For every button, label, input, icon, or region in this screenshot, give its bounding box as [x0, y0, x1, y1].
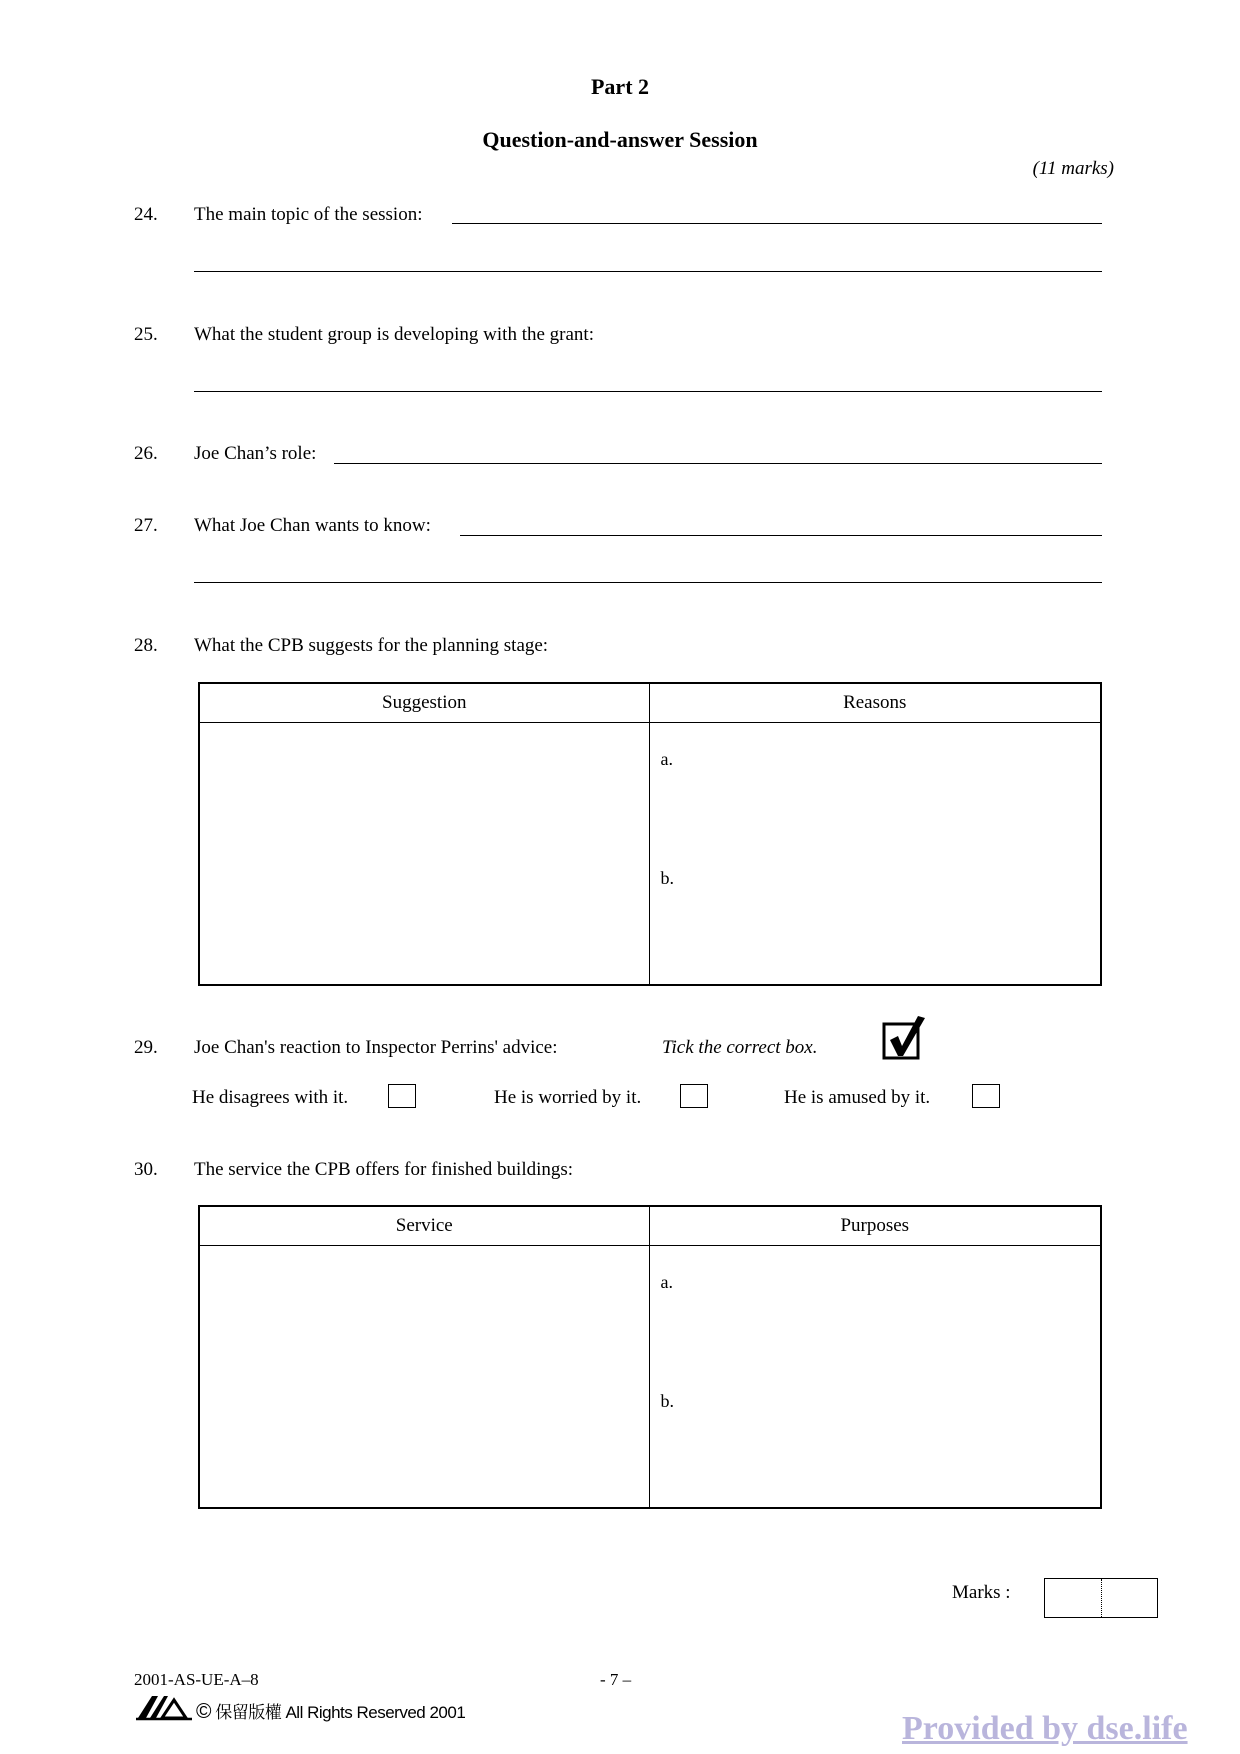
purpose-label-a: a.	[660, 1272, 673, 1292]
question-text: What the CPB suggests for the planning stage:	[194, 635, 549, 656]
purpose-label-b: b.	[660, 1391, 674, 1411]
marks-box	[1044, 1578, 1158, 1618]
part-title: Part 2	[590, 74, 650, 99]
copyright-chinese: 保留版權	[215, 1703, 282, 1723]
question-text: The main topic of the session:	[194, 204, 423, 225]
column-header-service: Service	[199, 1206, 649, 1246]
checkbox-disagrees[interactable]	[388, 1084, 416, 1108]
option-label: He is amused by it.	[784, 1087, 931, 1108]
question-number: 28.	[134, 635, 158, 656]
reason-label-b: b.	[660, 868, 674, 888]
reasons-answer-cell[interactable]	[649, 723, 1101, 985]
checkbox-amused[interactable]	[972, 1084, 1000, 1108]
page-number: - 7 –	[600, 1670, 632, 1689]
option-label: He disagrees with it.	[192, 1087, 349, 1108]
answer-line[interactable]	[334, 463, 1102, 464]
marks-divider	[1101, 1579, 1102, 1617]
answer-table-planning	[198, 682, 1102, 986]
question-text: Joe Chan's reaction to Inspector Perrins' advice:	[194, 1037, 558, 1058]
question-text: The service the CPB offers for finished buildings:	[194, 1159, 574, 1180]
checkbox-worried[interactable]	[680, 1084, 708, 1108]
hkeaa-logo-icon	[134, 1692, 194, 1722]
question-number: 24.	[134, 204, 158, 225]
question-text: What the student group is developing with the grant:	[194, 324, 594, 345]
marks-label: Marks :	[952, 1582, 1011, 1603]
option-label: He is worried by it.	[494, 1087, 642, 1108]
purposes-answer-cell[interactable]	[649, 1246, 1101, 1508]
question-number: 29.	[134, 1037, 158, 1058]
copyright-text: All Rights Reserved 2001	[285, 1703, 466, 1722]
answer-table-service	[198, 1205, 1102, 1509]
answer-line[interactable]	[194, 582, 1102, 583]
copyright-notice	[196, 1698, 465, 1724]
question-number: 27.	[134, 515, 158, 536]
answer-line[interactable]	[460, 535, 1102, 536]
column-header-suggestion: Suggestion	[199, 683, 649, 723]
suggestion-answer-cell[interactable]	[199, 723, 649, 985]
answer-line[interactable]	[194, 391, 1102, 392]
copyright-symbol: ©	[196, 1700, 211, 1723]
column-header-purposes: Purposes	[649, 1206, 1101, 1246]
answer-line[interactable]	[194, 271, 1102, 272]
tick-instruction: Tick the correct box.	[662, 1037, 818, 1058]
tick-example-icon	[882, 1014, 926, 1062]
question-number: 26.	[134, 443, 158, 464]
column-header-reasons: Reasons	[649, 683, 1101, 723]
paper-code: 2001-AS-UE-A–8	[134, 1670, 259, 1689]
question-text: Joe Chan’s role:	[194, 443, 317, 464]
section-title: Question-and-answer Session	[482, 127, 758, 152]
marks-note: (11 marks)	[1032, 158, 1114, 179]
service-answer-cell[interactable]	[199, 1246, 649, 1508]
question-text: What Joe Chan wants to know:	[194, 515, 431, 536]
reason-label-a: a.	[660, 749, 673, 769]
question-number: 25.	[134, 324, 158, 345]
answer-line[interactable]	[452, 223, 1102, 224]
question-number: 30.	[134, 1159, 158, 1180]
watermark-link[interactable]: Provided by dse.life	[902, 1710, 1188, 1747]
